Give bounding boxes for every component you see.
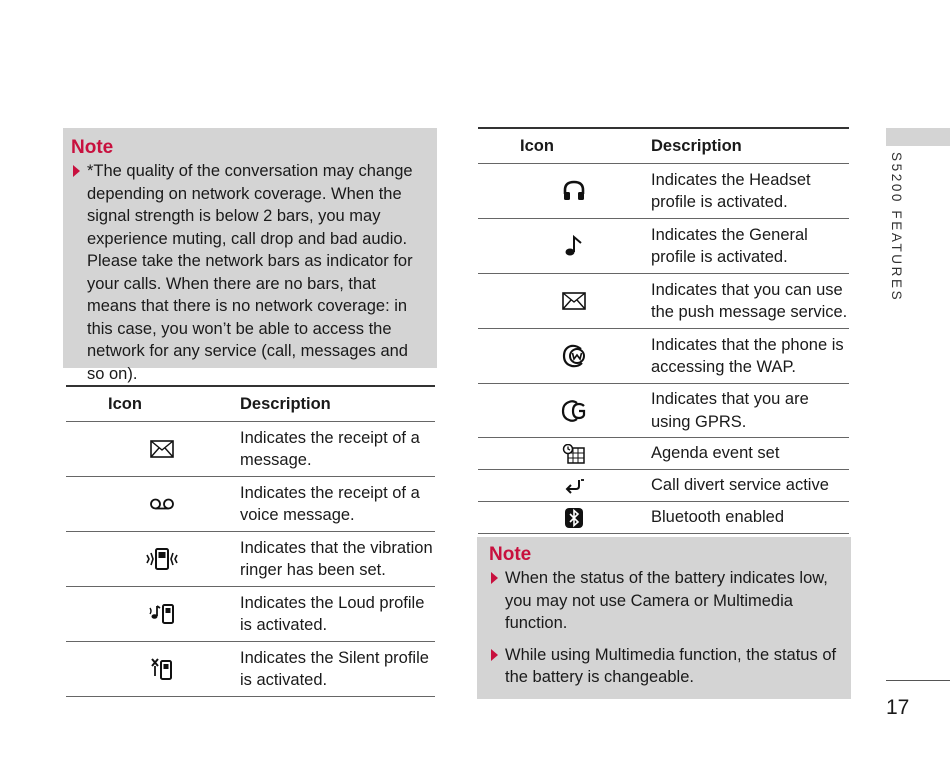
row-description: Indicates the Headset profile is activated. — [651, 170, 811, 211]
vibration-icon — [145, 547, 179, 571]
table-header-row — [478, 128, 849, 164]
envelope-icon — [150, 440, 174, 458]
call-divert-icon — [563, 478, 585, 494]
note-text: While using Multimedia function, the status of the battery is changeable. — [505, 645, 837, 686]
headset-icon — [562, 180, 586, 202]
table-row — [66, 422, 435, 477]
table-row — [478, 502, 849, 534]
icon-table-right — [478, 127, 849, 534]
table-row — [478, 219, 849, 274]
wap-icon — [561, 344, 587, 368]
row-description: Indicates the General profile is activated. — [651, 225, 808, 266]
page-number: 17 — [886, 696, 910, 719]
note-item — [489, 644, 843, 689]
row-description: Call divert service active — [651, 476, 829, 495]
note-title: Note — [489, 544, 532, 565]
music-note-icon — [563, 234, 585, 258]
table-row — [66, 477, 435, 532]
loud-profile-icon — [148, 602, 176, 626]
section-side-label: S5200 FEATURES — [889, 152, 904, 303]
row-description: Indicates that the phone is accessing the WAP. — [651, 335, 844, 376]
bullet-arrow-icon — [491, 572, 498, 584]
table-row — [478, 384, 849, 438]
header-icon: Icon — [108, 394, 142, 413]
bluetooth-icon — [564, 507, 584, 529]
row-description: Agenda event set — [651, 444, 780, 463]
table-row — [478, 438, 849, 470]
row-description: Indicates the Silent profile is activated. — [240, 648, 429, 689]
row-description: Indicates the receipt of a message. — [240, 428, 420, 469]
row-description: Indicates that you are using GPRS. — [651, 390, 809, 431]
row-description: Indicates the receipt of a voice message. — [240, 483, 420, 524]
note-item — [71, 160, 429, 385]
row-description: Bluetooth enabled — [651, 508, 785, 527]
row-description: Indicates that you can use the push message service. — [651, 280, 848, 321]
bullet-arrow-icon — [491, 649, 498, 661]
note-title: Note — [71, 137, 114, 158]
table-row — [66, 532, 435, 587]
table-row — [478, 329, 849, 384]
table-row — [478, 274, 849, 329]
note-box-battery — [477, 537, 851, 699]
bullet-arrow-icon — [73, 165, 80, 177]
row-description: Indicates the Loud profile is activated. — [240, 593, 425, 634]
side-tab-bar — [886, 128, 950, 146]
table-row — [478, 470, 849, 502]
note-text: *The quality of the conversation may change depending on network coverage. When the signal strength is below 2 bars, you may experience muting, call drop and bad audio. Please take the network bars as indicator for your calls. When there are no bars, that means that there is no network coverage: in this case, you won’t be able to access the network for any service (call, messages and so on). — [87, 162, 413, 383]
row-description: Indicates that the vibration ringer has been set. — [240, 538, 433, 579]
icon-table-left — [66, 385, 435, 697]
silent-profile-icon — [149, 656, 175, 682]
voicemail-icon — [149, 498, 175, 510]
table-header-row — [66, 386, 435, 422]
page-number-rule — [886, 680, 950, 681]
header-icon: Icon — [520, 136, 554, 155]
note-box-signal — [63, 128, 437, 383]
table-row — [66, 587, 435, 642]
agenda-icon — [562, 444, 586, 464]
header-description: Description — [240, 394, 331, 413]
envelope-icon — [562, 292, 586, 310]
note-text: When the status of the battery indicates low, you may not use Camera or Multimedia function. — [505, 569, 828, 632]
gprs-icon — [561, 400, 587, 422]
header-description: Description — [651, 136, 742, 155]
note-item — [489, 567, 843, 635]
table-row — [478, 164, 849, 219]
table-row — [66, 642, 435, 697]
